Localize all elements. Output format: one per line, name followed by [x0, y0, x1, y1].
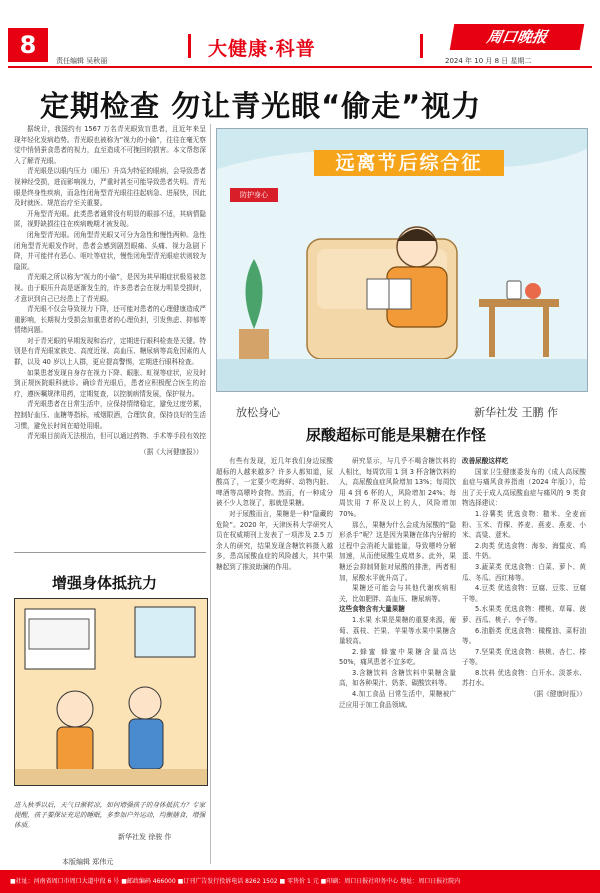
comic-caption: 放松身心 [236, 406, 280, 419]
paragraph: 果糖还可能会与其他代谢疾病相关，比如肥胖、高血压、糖尿病等。 [339, 584, 456, 603]
article-uric-col3 [462, 456, 586, 856]
section-title: 大健康·科普 [208, 38, 316, 60]
paragraph: 7.坚果类 优选食物：核桃、杏仁、榛子等。 [462, 647, 586, 667]
section-divider [14, 552, 206, 553]
paragraph: 4.豆类 优选食物：豆腐、豆浆、豆腐干等。 [462, 584, 586, 603]
paragraph: 青光眼目前尚无法根治，但可以通过药物、手术等手段有效控 [27, 432, 206, 440]
column-divider [210, 124, 211, 864]
paragraph: 1.水果 水果是果糖的重要来源，葡萄、荔枝、芒果、苹果等水果中果糖含量较高。 [339, 615, 456, 646]
cartoon-drawing [15, 599, 207, 785]
issue-date: 2024 年 10 月 8 日 星期二 [445, 57, 532, 65]
comic-credit: 新华社发 王鹏 作 [474, 406, 558, 419]
paragraph: 国家卫生健康委发布的《成人高尿酸血症与痛风食养指南（2024 年版）》，给出了关于成人高尿酸血症与痛风的 9 类食物选择建议： [462, 467, 586, 508]
comic-title: 远离节后综合征 [314, 150, 504, 176]
paragraph: 研究显示，与几乎不喝含糖饮料的人相比，每周饮用 1 到 3 杯含糖饮料的人，高尿酸血症风险增加 13%；每周饮用 4 到 6 杯的人，风险增加 24%；每周饮用 7 杯及以上的人，风险增加 70%。 [339, 457, 456, 518]
page-number: 8 [8, 28, 48, 62]
paragraph: 2.蜂蜜 蜂蜜中果糖含量高达 50%，痛风患者不宜多吃。 [339, 647, 456, 667]
article-immunity-title: 增强身体抵抗力 [52, 574, 158, 592]
paragraph: 1.谷薯类 优选食物：糙米、全麦面粉、玉米、青稞、荞麦、燕麦、燕麦、小米、高粱、薏米。 [462, 509, 586, 540]
cartoon-caption: 进入秋季以后，天气日渐转凉，如何增强孩子的身体抵抗力？专家提醒，孩子要保证充足的睡眠，多参加户外运动，均衡膳食，增强体质。 [14, 801, 206, 829]
editor-credit: 责任编辑 吴秋丽 [56, 57, 108, 65]
paragraph: 据统计，我国约有 1567 万名青光眼致盲患者，且近年来呈现年轻化发病趋势。青光眼也被称为“视力的小偷”，往往在毫无察觉中悄悄蚕食患者的视力，直至造成不可挽回的损害。本文帮您深入了解青光眼。 [14, 125, 206, 165]
paragraph: 3.含糖饮料 含糖饮料中果糖含量高，如各种果汁、奶茶、碳酸饮料等。 [339, 668, 456, 688]
article-source: （据《健康时报》） [529, 690, 586, 699]
newspaper-logo: 周口晚报 [450, 24, 585, 50]
header-rule [8, 66, 592, 68]
paragraph: 有些有发现，近几年我们身边尿酸超标的人越来越多？许多人都知道，尿酸高了，一定要少吃海鲜、动物内脏、啤酒等高嘌呤食物。然而，有一种成分被不少人忽视了，那就是果糖。 [216, 457, 333, 508]
paragraph: 青光眼不仅会导致视力下降，还可能对患者的心理健康造成严重影响，长期视力受损会加重患者的心理负担，引发焦虑、抑郁等情绪问题。 [14, 305, 206, 335]
paragraph: 对于青光眼的早期发现和治疗，定期进行眼科检查是关键。特别是有青光眼家族史、高度近视、高血压、糖尿病等高危因素的人群，以及 40 岁以上人群，更应提高警惕，定期进行眼科检查。 [14, 336, 206, 367]
headline: 定期检查 勿让青光眼“偷走”视力 [40, 89, 482, 123]
article-glaucoma-body [14, 124, 206, 440]
cartoon-illustration [14, 598, 208, 786]
paragraph: 那么，果糖为什么会成为尿酸的“隐形杀手”呢？这是因为果糖在体内分解的过程中会消耗大量能量，导致嘌呤分解加速，从而使尿酸生成增多。此外，果糖还会抑制肾脏对尿酸的排泄，两者相加，尿酸水平就升高了。 [339, 520, 456, 582]
paragraph: 青光眼之所以称为“视力的小偷”，是因为其早期症状极易被忽视。由于眼压升高是逐渐发生的，许多患者会在视力明显受损时，才意识到自己已经患上了青光眼。 [14, 273, 206, 303]
article-uric-col2 [339, 456, 456, 856]
paragraph: 开角型青光眼。此类患者通常没有明显的眼部不适，其病情隐匿，视野缺损往往在疾病晚期才被发现。 [14, 209, 206, 229]
paragraph: 青光眼是以眼内压力（眼压）升高为特征的眼病，会导致患者视神经受损，进而影响视力，严重时甚至可能导致患者失明。青光眼是终身性疾病，而急性闭角型青光眼往往起病急、进展快，因此及时就医、规范治疗至关重要。 [14, 167, 206, 208]
paragraph: 3.蔬菜类 优选食物：白菜、萝卜、黄瓜、冬瓜、西红柿等。 [462, 562, 586, 582]
paragraph: 5.水果类 优选食物：樱桃、草莓、菠萝、西瓜、桃子、李子等。 [462, 605, 586, 624]
comic-tag: 防护身心 [230, 188, 278, 202]
subheading: 改善尿酸这样吃 [462, 457, 509, 465]
paragraph: 6.油脂类 优选食物：橄榄油、菜籽油等。 [462, 626, 586, 646]
article-uric-col1 [216, 456, 333, 856]
page-editor: 本版编辑 郑伟元 [62, 858, 114, 866]
article-source: （据《大河健康报》） [140, 448, 203, 456]
cartoon-credit: 新华社发 徐骏 作 [118, 833, 172, 841]
paragraph: 如果患者发现自身存在视力下降、眼胀、虹视等症状，应及时到正规医院眼科就诊。确诊青光眼后，患者应积极配合医生的治疗，遵医嘱规律用药，定期复查，以控制病情发展，保护视力。 [14, 368, 206, 398]
paragraph: 8.饮料 优选食物：白开水、淡茶水、苏打水。 [462, 668, 586, 688]
subheading: 这些食物含有大量果糖 [339, 605, 405, 614]
paragraph: 闭角型青光眼。闭角型青光眼又可分为急性和慢性两种。急性闭角型青光眼发作时，患者会感到剧烈眼痛、头痛、视力急剧下降，并可能伴有恶心、呕吐等症状，慢性闭角型青光眼症状则较为隐匿。 [14, 230, 206, 271]
footer-bar: ■社址：河南省周口市周口大道中段 6 号 ■邮政编码 466000 ■订刊广告发行投诉电话 8262 1502 ■ 零售价 1 元 ■印刷：周口日报社印务中心 地址：周口日报社院内 [0, 870, 600, 893]
paragraph: 青光眼患者在日常生活中，应保持情绪稳定，避免过度劳累，控制好血压、血糖等指标，戒烟限酒，合理饮食，保持良好的生活习惯，避免长时间在暗处用眼。 [14, 400, 206, 430]
paragraph: 对于尿酸而言，果糖是一种“隐藏的危险”。2020 年，天津医科大学研究人员在权威期刊上发表了一项涉及 2.5 万余人的研究，结果发现含糖饮料摄入越多，患高尿酸血症的风险越大，其中果糖起到了推波助澜的作用。 [216, 509, 333, 571]
paragraph: 4.加工食品 日常生活中，果糖被广泛应用于加工食品领域。 [339, 690, 456, 709]
paragraph: 2.肉类 优选食物：海参、海蜇皮、鸡蛋、牛奶。 [462, 541, 586, 561]
article-uric-title: 尿酸超标可能是果糖在作怪 [306, 426, 487, 444]
